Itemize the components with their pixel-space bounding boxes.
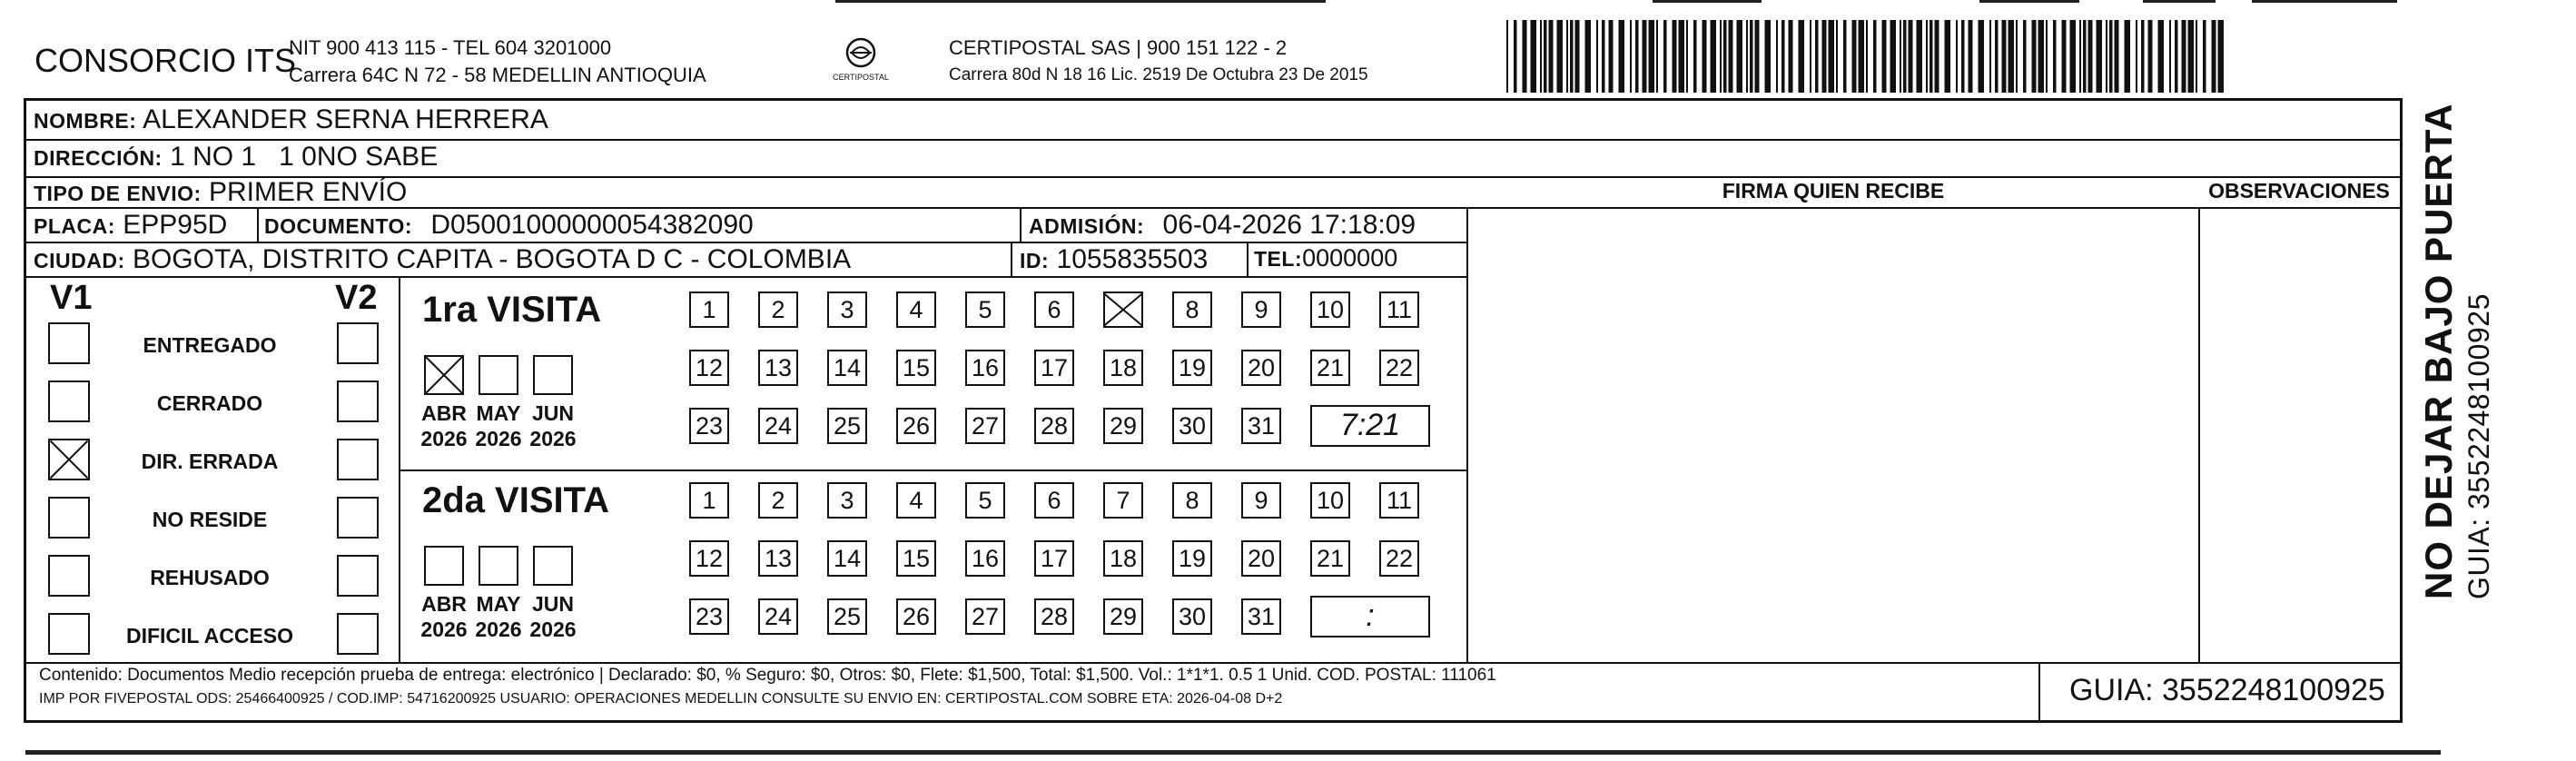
barcode-bar <box>1765 20 1772 93</box>
barcode-bar <box>1852 20 1857 93</box>
day-box[interactable]: 5 <box>965 292 1005 328</box>
nombre-label: NOMBRE: <box>34 109 137 133</box>
barcode-bar <box>2175 20 2178 93</box>
day-box[interactable]: 30 <box>1172 598 1212 635</box>
first-visit-title: 1ra VISITA <box>422 290 602 330</box>
barcode-bar <box>2023 20 2027 93</box>
barcode-bar <box>2032 20 2037 93</box>
col-divider <box>1011 242 1012 276</box>
day-box[interactable]: 31 <box>1241 408 1281 444</box>
barcode-bar <box>2218 20 2225 93</box>
documento-value: D05001000000054382090 <box>430 210 754 240</box>
barcode-bar <box>1649 20 1655 93</box>
month-checkbox[interactable] <box>479 546 518 586</box>
day-box[interactable]: 11 <box>1379 482 1419 519</box>
day-box[interactable]: 10 <box>1310 292 1350 328</box>
day-box[interactable]: 2 <box>758 482 798 519</box>
barcode-bar <box>1810 20 1811 93</box>
barcode-bar <box>1882 20 1887 93</box>
day-box[interactable]: 12 <box>689 350 729 386</box>
barcode-bar <box>1822 20 1827 93</box>
day-box[interactable]: 8 <box>1172 482 1212 519</box>
tel-field <box>1254 244 1397 272</box>
day-box[interactable]: 16 <box>965 350 1005 386</box>
day-box[interactable]: 16 <box>965 540 1005 577</box>
day-box[interactable]: 4 <box>896 292 936 328</box>
company-nit: NIT 900 413 115 - TEL 604 3201000 <box>289 36 612 59</box>
day-box[interactable]: 30 <box>1172 408 1212 444</box>
time-box[interactable]: : <box>1310 596 1430 637</box>
id-field <box>1020 244 1208 275</box>
barcode-bar <box>1656 20 1658 93</box>
day-box[interactable]: 1 <box>689 482 729 519</box>
second-visit-title: 2da VISITA <box>422 480 609 520</box>
barcode-bar <box>1523 20 1527 93</box>
carrier-name: CERTIPOSTAL SAS | 900 151 122 - 2 <box>949 36 1288 59</box>
day-box[interactable]: 6 <box>1034 292 1074 328</box>
day-box[interactable]: 29 <box>1103 408 1143 444</box>
barcode-bar <box>2182 20 2186 93</box>
barcode-bar <box>1693 20 1697 93</box>
barcode-bar <box>1815 20 1819 93</box>
ciudad-value: BOGOTA, DISTRITO CAPITA - BOGOTA D C - COLOMBIA <box>132 244 852 274</box>
barcode-bar <box>1585 20 1592 93</box>
barcode-bar <box>1836 20 1838 93</box>
barcode-bar <box>1596 20 1598 93</box>
v2-checkbox[interactable] <box>337 497 379 539</box>
reason-label: CERRADO <box>156 391 263 415</box>
tipo-envio-field <box>34 177 407 208</box>
month-checkbox[interactable] <box>533 355 573 395</box>
day-box[interactable]: 3 <box>827 482 867 519</box>
ciudad-label: CIUDAD: <box>34 249 125 272</box>
day-box[interactable]: 25 <box>827 598 867 635</box>
barcode-bar <box>1995 20 1999 93</box>
day-box[interactable]: 13 <box>758 540 798 577</box>
row-divider <box>26 662 2400 664</box>
barcode-bar <box>2002 20 2007 93</box>
barcode-bar <box>1729 20 1733 93</box>
v2-checkbox[interactable] <box>337 439 379 480</box>
barcode-bar <box>2125 20 2131 93</box>
barcode-bar <box>1703 20 1707 93</box>
barcode-bar <box>2053 20 2057 93</box>
day-box[interactable]: 20 <box>1241 540 1281 577</box>
day-box[interactable]: 18 <box>1103 540 1143 577</box>
col-divider <box>2038 662 2040 720</box>
barcode-bar <box>1737 20 1743 93</box>
barcode-bar <box>1531 20 1537 93</box>
barcode-bar <box>2016 20 2018 93</box>
day-box[interactable]: 8 <box>1172 292 1212 328</box>
barcode-bar <box>1890 20 1897 93</box>
barcode-bar <box>1873 20 1877 93</box>
day-box[interactable]: 1 <box>689 292 729 328</box>
day-box[interactable]: 9 <box>1241 482 1281 519</box>
barcode-bar <box>2046 20 2048 93</box>
no-dejar-notice: NO DEJAR BAJO PUERTA <box>2417 103 2460 599</box>
barcode-bar <box>1935 20 1939 93</box>
v1-checkbox[interactable] <box>48 380 90 422</box>
admision-label: ADMISIÓN: <box>1029 214 1145 238</box>
month-label: MAY 2026 <box>475 401 522 450</box>
day-box[interactable]: 18 <box>1103 350 1143 386</box>
day-box[interactable]: 25 <box>827 408 867 444</box>
side-guia: GUIA: 3552248100925 <box>2462 293 2495 599</box>
day-box[interactable]: 5 <box>965 482 1005 519</box>
v2-checkbox[interactable] <box>337 380 379 422</box>
barcode-bar <box>1750 20 1753 93</box>
observaciones-header: OBSERVACIONES <box>2208 179 2390 203</box>
barcode-bar <box>2106 20 2107 93</box>
day-box[interactable]: 14 <box>827 540 867 577</box>
barcode-bar <box>1720 20 1722 93</box>
direccion-label: DIRECCIÓN: <box>34 146 163 170</box>
tel-label: TEL: <box>1254 247 1303 271</box>
month-label: JUN 2026 <box>529 401 577 450</box>
barcode-bar <box>1866 20 1868 93</box>
v2-checkbox[interactable] <box>337 613 379 655</box>
day-box[interactable]: 27 <box>965 598 1005 635</box>
placa-value: EPP95D <box>123 210 228 240</box>
v1-checkbox[interactable] <box>48 497 90 539</box>
barcode-bar <box>1799 20 1805 93</box>
month-checkbox[interactable] <box>479 355 518 395</box>
day-box[interactable]: 26 <box>896 408 936 444</box>
print-info-line: IMP POR FIVEPOSTAL ODS: 25466400925 / COD.IMP: 54716200925 USUARIO: OPERACIONES MEDELLIN CONSULTE SU ENVIO EN: CERTIPOSTAL.COM SOBRE ETA: 2026-04-08 D+2 <box>39 691 1283 707</box>
reason-label: NO RESIDE <box>152 508 268 531</box>
id-label: ID: <box>1020 249 1050 272</box>
shipping-form <box>24 98 2403 723</box>
barcode-bar <box>1969 20 1973 93</box>
company-address: Carrera 64C N 72 - 58 MEDELLIN ANTIOQUIA <box>289 64 706 86</box>
barcode-bar <box>1544 20 1547 93</box>
contents-line: Contenido: Documentos Medio recepción prueba de entrega: electrónico | Declarado: $0, % Seguro: $0, Otros: $0, Flete: $1,500, Total: $1,500. Vol.: 1*1*1. 0.5 1 Unid. COD. POSTAL: 111061 <box>39 666 1496 685</box>
nombre-value: ALEXANDER SERNA HERRERA <box>143 104 548 134</box>
barcode-bar <box>1926 20 1928 93</box>
svg-text:CERTIPOSTAL: CERTIPOSTAL <box>833 73 889 82</box>
day-box[interactable]: 28 <box>1034 598 1074 635</box>
barcode-bar <box>2158 20 2165 93</box>
day-box[interactable]: 15 <box>896 540 936 577</box>
day-box[interactable]: 28 <box>1034 408 1074 444</box>
barcode-bar <box>1663 20 1667 93</box>
barcode <box>1503 20 2225 93</box>
barcode-bar <box>1989 20 1991 93</box>
month-checkbox[interactable] <box>424 546 464 586</box>
month-checkbox[interactable] <box>424 355 464 395</box>
day-box[interactable]: 19 <box>1172 540 1212 577</box>
tipo-envio-value: PRIMER ENVÍO <box>208 177 408 207</box>
label-header <box>0 0 2415 100</box>
day-box[interactable]: 19 <box>1172 350 1212 386</box>
carrier-address: Carrera 80d N 18 16 Lic. 2519 De Octubra 23 De 2015 <box>949 65 1368 84</box>
barcode-bar <box>1776 20 1778 93</box>
barcode-bar <box>2188 20 2195 93</box>
barcode-bar <box>1570 20 1574 93</box>
barcode-bar <box>1619 20 1625 93</box>
barcode-bar <box>1723 20 1727 93</box>
barcode-bar <box>1673 20 1677 93</box>
day-box[interactable]: 14 <box>827 350 867 386</box>
barcode-bar <box>1829 20 1835 93</box>
barcode-bar <box>2203 20 2206 93</box>
barcode-bar <box>2148 20 2153 93</box>
day-box[interactable] <box>1103 292 1143 328</box>
barcode-bar <box>2008 20 2015 93</box>
direccion-field <box>34 142 438 173</box>
month-label: JUN 2026 <box>529 592 577 641</box>
day-box[interactable]: 23 <box>689 408 729 444</box>
barcode-bar <box>1686 20 1688 93</box>
barcode-bar <box>1575 20 1580 93</box>
barcode-bar <box>2038 20 2045 93</box>
v1-checkbox[interactable] <box>48 613 90 655</box>
barcode-bar <box>2115 20 2119 93</box>
day-box[interactable]: 26 <box>896 598 936 635</box>
reason-label: DIFICIL ACCESO <box>125 624 293 647</box>
month-label: ABR 2026 <box>420 592 468 641</box>
barcode-bar <box>1917 20 1923 93</box>
reason-label: ENTREGADO <box>143 333 277 357</box>
company-info <box>289 35 706 89</box>
barcode-bar <box>1843 20 1847 93</box>
documento-field <box>264 210 754 241</box>
barcode-bar <box>1679 20 1685 93</box>
reason-label: DIR. ERRADA <box>141 450 279 473</box>
bottom-separator <box>25 750 2441 755</box>
day-box[interactable]: 20 <box>1241 350 1281 386</box>
barcode-bar <box>1630 20 1632 93</box>
barcode-bar <box>1711 20 1717 93</box>
barcode-bar <box>2097 20 2103 93</box>
barcode-bar <box>2196 20 2197 93</box>
day-box[interactable]: 24 <box>758 598 798 635</box>
barcode-bar <box>2141 20 2145 93</box>
day-box[interactable]: 4 <box>896 482 936 519</box>
barcode-bar <box>2083 20 2087 93</box>
barcode-bar <box>2169 20 2171 93</box>
placa-field <box>34 210 227 241</box>
barcode-bar <box>2070 20 2077 93</box>
v1-checkbox[interactable] <box>48 555 90 597</box>
day-box[interactable]: 12 <box>689 540 729 577</box>
day-box[interactable]: 3 <box>827 292 867 328</box>
v2-checkbox[interactable] <box>337 555 379 597</box>
barcode-bar <box>1557 20 1564 93</box>
month-label: ABR 2026 <box>420 401 468 450</box>
time-box[interactable]: 7:21 <box>1310 405 1430 447</box>
barcode-bar <box>1781 20 1785 93</box>
col-divider <box>2198 207 2200 662</box>
barcode-bar <box>1540 20 1542 93</box>
day-box[interactable]: 13 <box>758 350 798 386</box>
day-box[interactable]: 31 <box>1241 598 1281 635</box>
placa-label: PLACA: <box>34 214 115 238</box>
day-box[interactable]: 2 <box>758 292 798 328</box>
barcode-bar <box>2212 20 2216 93</box>
v2-header: V2 <box>335 279 378 317</box>
barcode-bar <box>1903 20 1907 93</box>
barcode-bar <box>1945 20 1951 93</box>
barcode-bar <box>1909 20 1913 93</box>
visits-divider <box>399 469 1466 471</box>
col-divider <box>1020 207 1022 242</box>
id-value: 1055835503 <box>1056 244 1209 274</box>
col-divider <box>1247 242 1249 276</box>
day-box[interactable]: 17 <box>1034 350 1074 386</box>
carrier-info <box>949 35 1368 89</box>
nombre-field <box>34 104 548 135</box>
admision-field <box>1029 210 1416 241</box>
v1-header: V1 <box>50 279 93 317</box>
documento-label: DOCUMENTO: <box>264 214 413 238</box>
barcode-bar <box>1900 20 1901 93</box>
barcode-bar <box>1602 20 1605 93</box>
v1-checkbox[interactable] <box>48 322 90 364</box>
day-box[interactable]: 21 <box>1310 540 1350 577</box>
barcode-bar <box>1746 20 1748 93</box>
barcode-bar <box>1506 20 1508 93</box>
certipostal-logo <box>824 35 897 87</box>
ciudad-field <box>34 244 851 275</box>
month-checkbox[interactable] <box>533 546 573 586</box>
reason-label: REHUSADO <box>150 566 270 589</box>
side-notice <box>2417 91 2496 599</box>
row-divider <box>26 139 2400 141</box>
day-box[interactable]: 9 <box>1241 292 1281 328</box>
barcode-bar <box>1609 20 1614 93</box>
v2-checkbox[interactable] <box>337 322 379 364</box>
day-box[interactable]: 21 <box>1310 350 1350 386</box>
col-divider <box>257 207 259 242</box>
admision-value: 06-04-2026 17:18:09 <box>1162 210 1416 240</box>
barcode-bar <box>2088 20 2093 93</box>
barcode-bar <box>1643 20 1647 93</box>
day-box[interactable]: 22 <box>1379 540 1419 577</box>
tipo-envio-label: TIPO DE ENVIO: <box>34 182 202 205</box>
firma-header: FIRMA QUIEN RECIBE <box>1722 179 1945 203</box>
barcode-bar <box>1514 20 1517 93</box>
barcode-bar <box>2079 20 2081 93</box>
barcode-bar <box>1859 20 1865 93</box>
barcode-bar <box>1979 20 1985 93</box>
barcode-bar <box>1755 20 1760 93</box>
barcode-bar <box>1961 20 1965 93</box>
day-box[interactable]: 23 <box>689 598 729 635</box>
barcode-bar <box>2062 20 2067 93</box>
day-box[interactable]: 7 <box>1103 482 1143 519</box>
month-label: MAY 2026 <box>475 592 522 641</box>
barcode-bar <box>1789 20 1793 93</box>
day-box[interactable]: 15 <box>896 350 936 386</box>
v1-checkbox[interactable] <box>48 439 90 480</box>
barcode-bar <box>1635 20 1639 93</box>
barcode-bar <box>1930 20 1933 93</box>
direccion-value: 1 NO 1 1 0NO SABE <box>170 142 439 172</box>
barcode-bar <box>2109 20 2113 93</box>
day-box[interactable]: 6 <box>1034 482 1074 519</box>
col-divider <box>1466 207 1468 662</box>
company-name: CONSORCIO ITS <box>35 42 297 79</box>
barcode-bar <box>1549 20 1554 93</box>
day-box[interactable]: 29 <box>1103 598 1143 635</box>
tel-value: 0000000 <box>1302 244 1398 272</box>
day-box[interactable]: 22 <box>1379 350 1419 386</box>
guia-number: GUIA: 3552248100925 <box>2069 673 2385 707</box>
day-box[interactable]: 24 <box>758 408 798 444</box>
barcode-bar <box>2136 20 2137 93</box>
day-box[interactable]: 11 <box>1379 292 1419 328</box>
row-divider <box>26 276 1466 278</box>
row-divider <box>26 242 1466 243</box>
day-box[interactable]: 27 <box>965 408 1005 444</box>
day-box[interactable]: 17 <box>1034 540 1074 577</box>
day-box[interactable]: 10 <box>1310 482 1350 519</box>
barcode-bar <box>1566 20 1568 93</box>
barcode-bar <box>1956 20 1958 93</box>
